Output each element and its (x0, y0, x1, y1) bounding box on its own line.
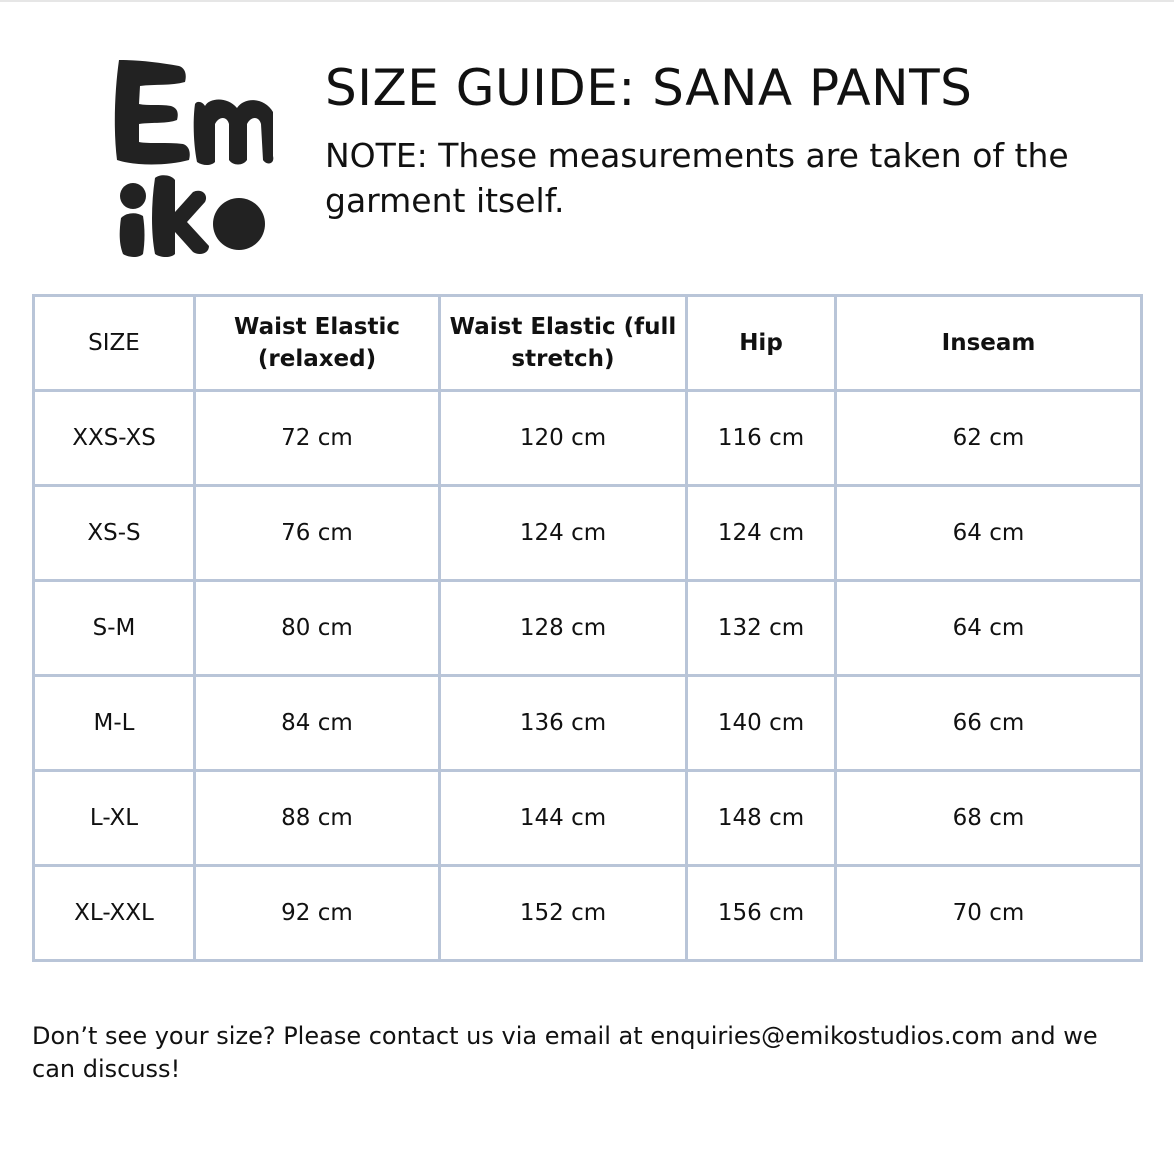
header-waist-full-stretch: Waist Elastic (full stretch) (440, 296, 687, 391)
header-hip: Hip (687, 296, 836, 391)
cell-waist-relaxed: 72 cm (195, 391, 440, 486)
table-row (34, 581, 1142, 676)
cell-waist-full-stretch: 152 cm (440, 866, 687, 961)
cell-waist-full-stretch: 120 cm (440, 391, 687, 486)
table-row (34, 486, 1142, 581)
top-divider (0, 0, 1174, 2)
cell-hip: 132 cm (687, 581, 836, 676)
cell-size: XS-S (34, 486, 195, 581)
cell-waist-relaxed: 80 cm (195, 581, 440, 676)
cell-waist-relaxed: 84 cm (195, 676, 440, 771)
measurement-note: NOTE: These measurements are taken of the garment itself. (325, 136, 1069, 220)
cell-waist-relaxed: 92 cm (195, 866, 440, 961)
cell-inseam: 62 cm (836, 391, 1142, 486)
cell-hip: 116 cm (687, 391, 836, 486)
size-chart-table (32, 294, 1143, 962)
cell-inseam: 68 cm (836, 771, 1142, 866)
cell-size: S-M (34, 581, 195, 676)
header-inseam: Inseam (836, 296, 1142, 391)
cell-hip: 148 cm (687, 771, 836, 866)
cell-inseam: 64 cm (836, 486, 1142, 581)
cell-inseam: 64 cm (836, 581, 1142, 676)
cell-size: M-L (34, 676, 195, 771)
table-row (34, 676, 1142, 771)
cell-waist-full-stretch: 124 cm (440, 486, 687, 581)
contact-footer: Don’t see your size? Please contact us via email at enquiries@emikostudios.com and we can discuss! (32, 1022, 1098, 1083)
cell-waist-full-stretch: 128 cm (440, 581, 687, 676)
table-header-row (34, 296, 1142, 391)
cell-inseam: 66 cm (836, 676, 1142, 771)
page-title: SIZE GUIDE: SANA PANTS (325, 59, 973, 117)
cell-waist-full-stretch: 136 cm (440, 676, 687, 771)
table-row (34, 391, 1142, 486)
cell-size: XL-XXL (34, 866, 195, 961)
cell-hip: 156 cm (687, 866, 836, 961)
table-row (34, 771, 1142, 866)
table-row (34, 866, 1142, 961)
header-waist-relaxed: Waist Elastic (relaxed) (195, 296, 440, 391)
cell-size: L-XL (34, 771, 195, 866)
cell-size: XXS-XS (34, 391, 195, 486)
cell-inseam: 70 cm (836, 866, 1142, 961)
cell-hip: 140 cm (687, 676, 836, 771)
header-size: SIZE (34, 296, 195, 391)
cell-waist-full-stretch: 144 cm (440, 771, 687, 866)
cell-hip: 124 cm (687, 486, 836, 581)
cell-waist-relaxed: 88 cm (195, 771, 440, 866)
cell-waist-relaxed: 76 cm (195, 486, 440, 581)
emiko-logo (105, 48, 275, 260)
